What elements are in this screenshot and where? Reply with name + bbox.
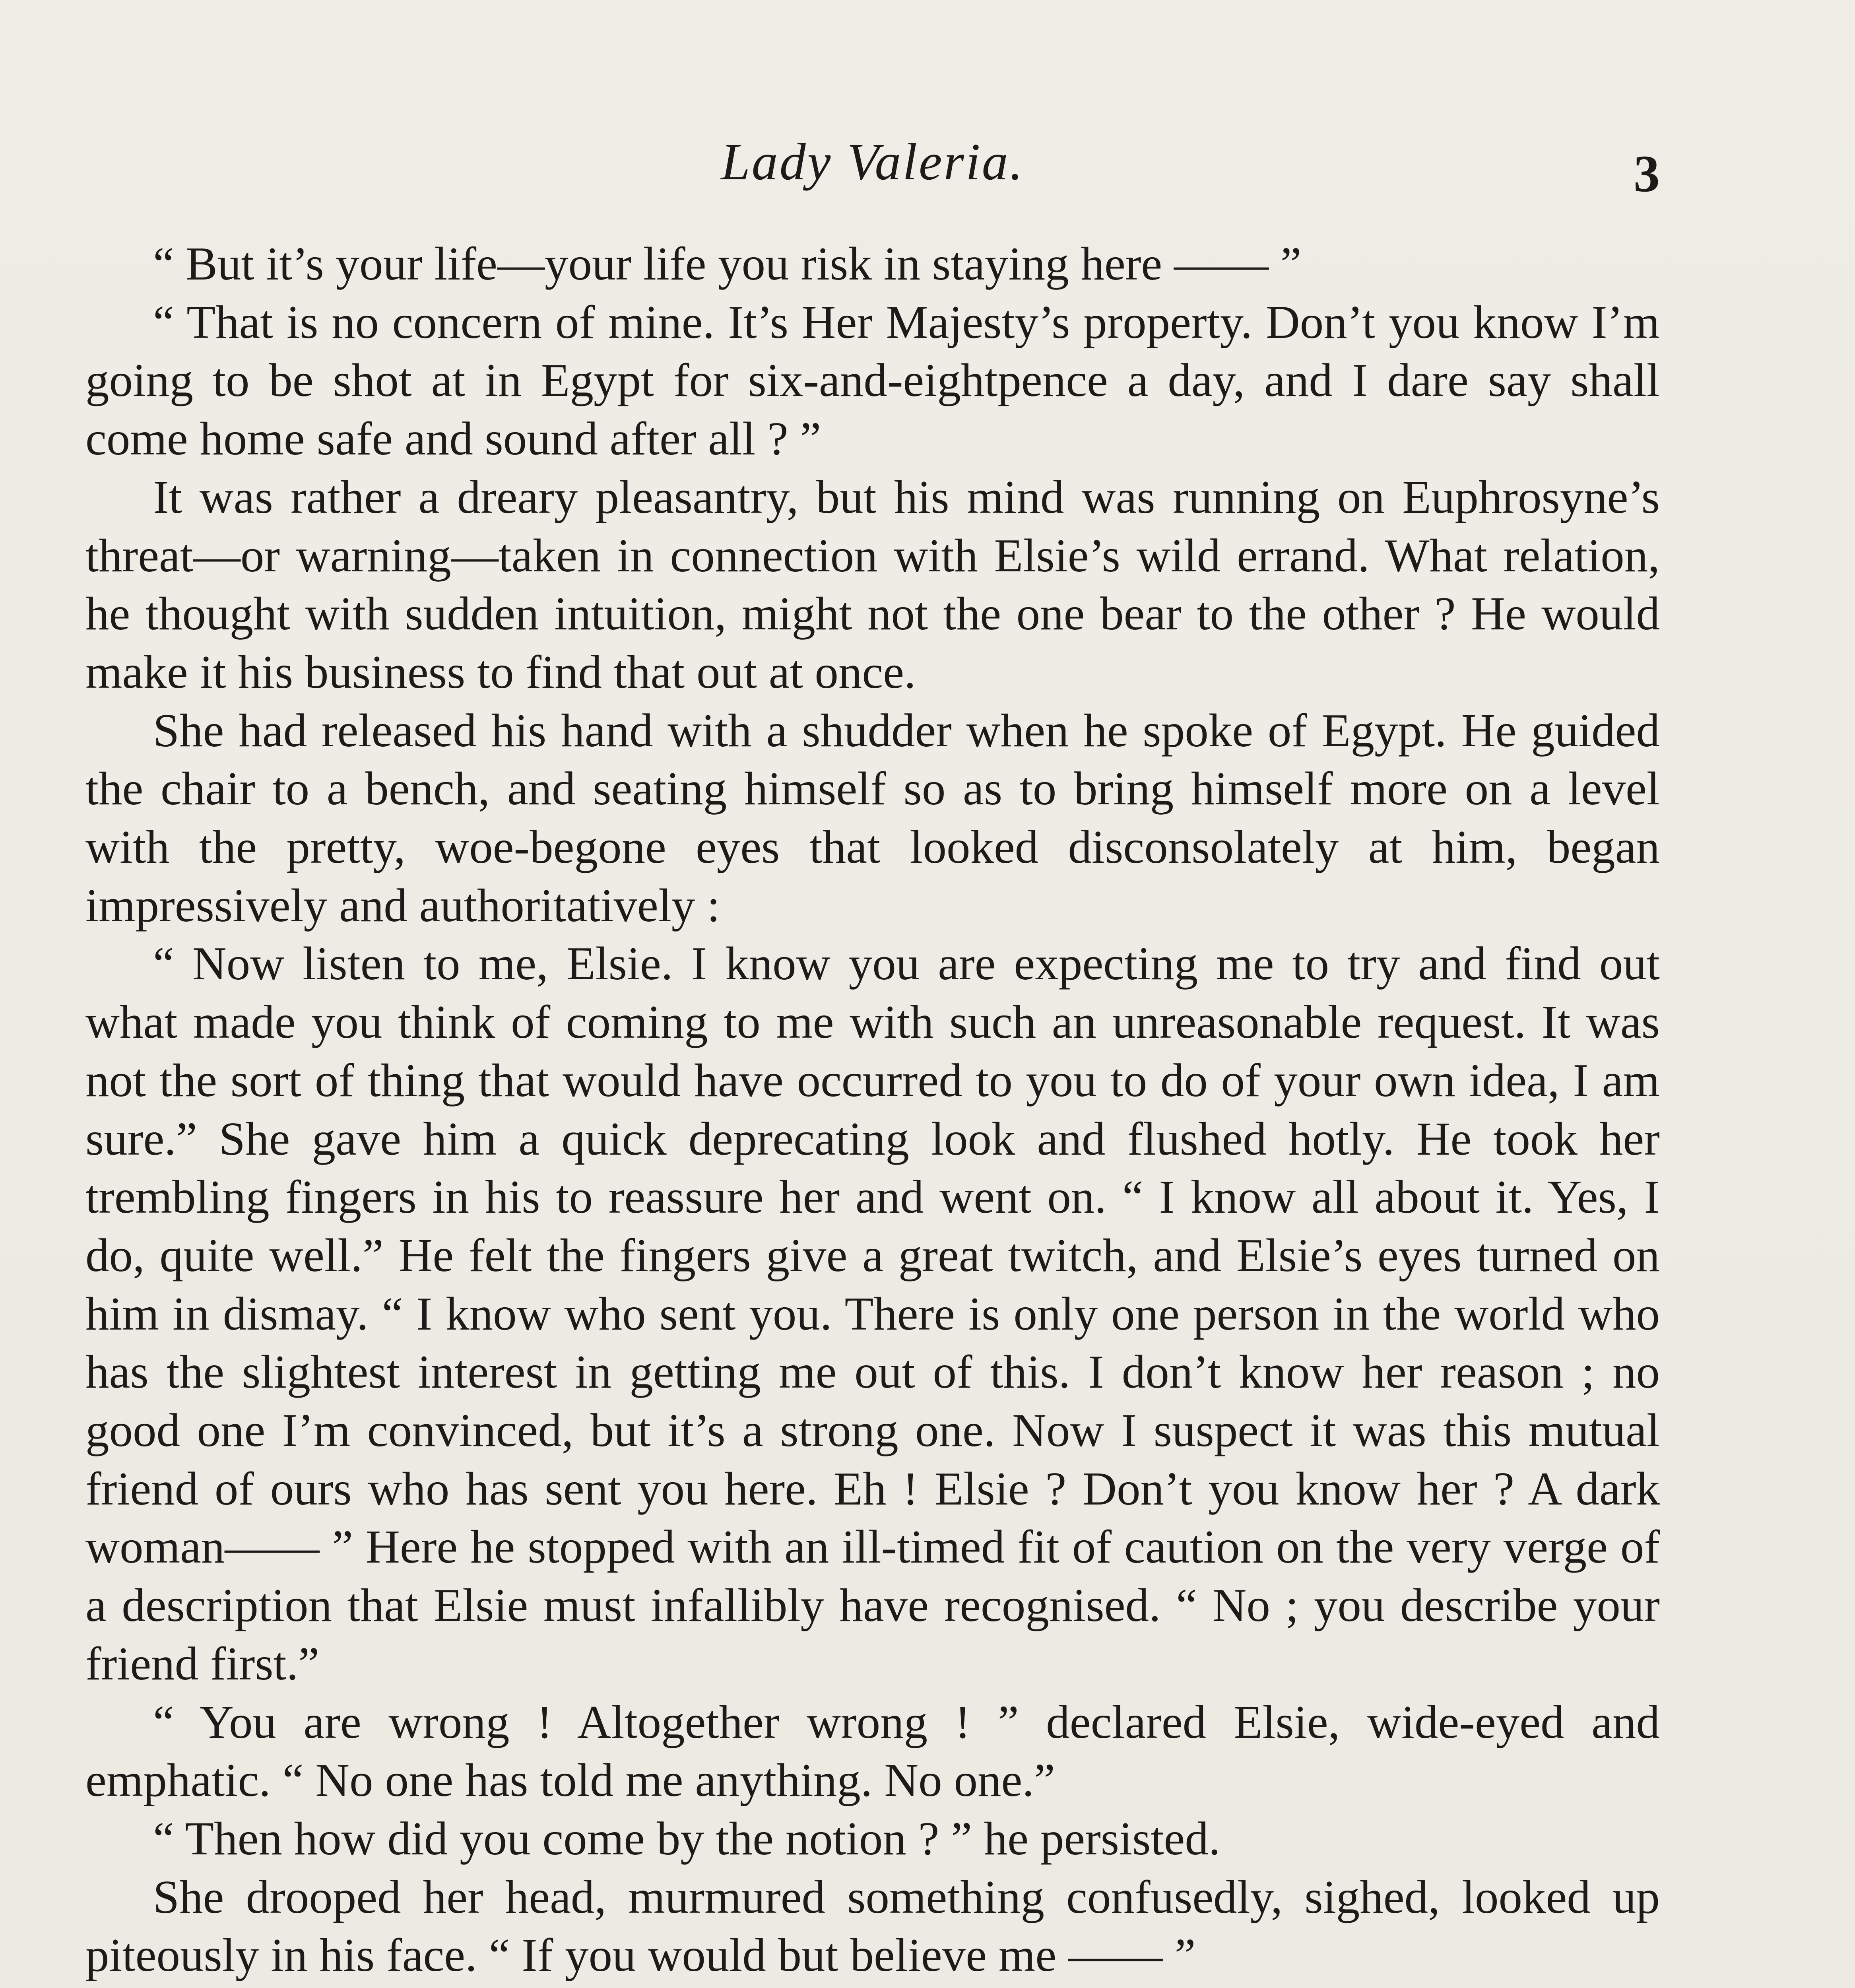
page-number: 3 bbox=[1634, 144, 1660, 203]
paragraph: She drooped her head, murmured something confusedly, sighed, looked up piteously in his face. “ If you would but believe me —— ” bbox=[85, 1870, 1660, 1982]
paragraph: It was rather a dreary pleasantry, but his mind was running on Euphrosyne’s threat—or warning—taken in connection with Elsie’s wild errand. What relation, he thought with sudden intuition, might not the one bear to the other ? He would make it his business to find that out at once. bbox=[85, 470, 1660, 698]
paragraph: She had released his hand with a shudder when he spoke of Egypt. He guided the chair to a bench, and seating himself so as to bring himself more on a level with the pretty, woe-begone eyes that looked disconsolately at him, began impressively and authoritatively : bbox=[85, 704, 1660, 932]
page-header bbox=[85, 131, 1660, 227]
running-title: Lady Valeria. bbox=[721, 132, 1025, 191]
paragraph bbox=[85, 1984, 1660, 1988]
paragraph: “ But it’s your life—your life you risk in staying here —— ” bbox=[153, 237, 1302, 290]
body-text bbox=[85, 235, 1660, 1988]
paragraph: “ That is no concern of mine. It’s Her Majesty’s property. Don’t you know I’m going to be shot at in Egypt for six-and-eightpence a day, and I dare say shall come home safe and sound after all ? ” bbox=[85, 295, 1660, 465]
paragraph: “ Now listen to me, Elsie. I know you are expecting me to try and find out what made you think of coming to me with such an unreasonable request. It was not the sort of thing that would have occurred to you to do of your own idea, I am sure.” She gave him a quick deprecating look and flushed hotly. He took her trembling fingers in his to reassure her and went on. “ I know all about it. Yes, I do, quite well.” He felt the fingers give a great twitch, and Elsie’s eyes turned on him in dismay. “ I know who sent you. There is only one person in the world who has the slightest interest in getting me out of this. I don’t know her reason ; no good one I’m convinced, but it’s a strong one. Now I suspect it was this mutual friend of ours who has sent you here. Eh ! Elsie ? Don’t you know her ? A dark woman—— ” Here he stopped with an ill-timed fit of caution on the very verge of a description that Elsie must infallibly have recognised. “ No ; you describe your friend first.” bbox=[85, 937, 1660, 1690]
paragraph: “ Then how did you come by the notion ? ” he persisted. bbox=[153, 1812, 1220, 1865]
paragraph: “ You are wrong ! Altogether wrong ! ” declared Elsie, wide-eyed and emphatic. “ No one has told me anything. No one.” bbox=[85, 1695, 1660, 1807]
